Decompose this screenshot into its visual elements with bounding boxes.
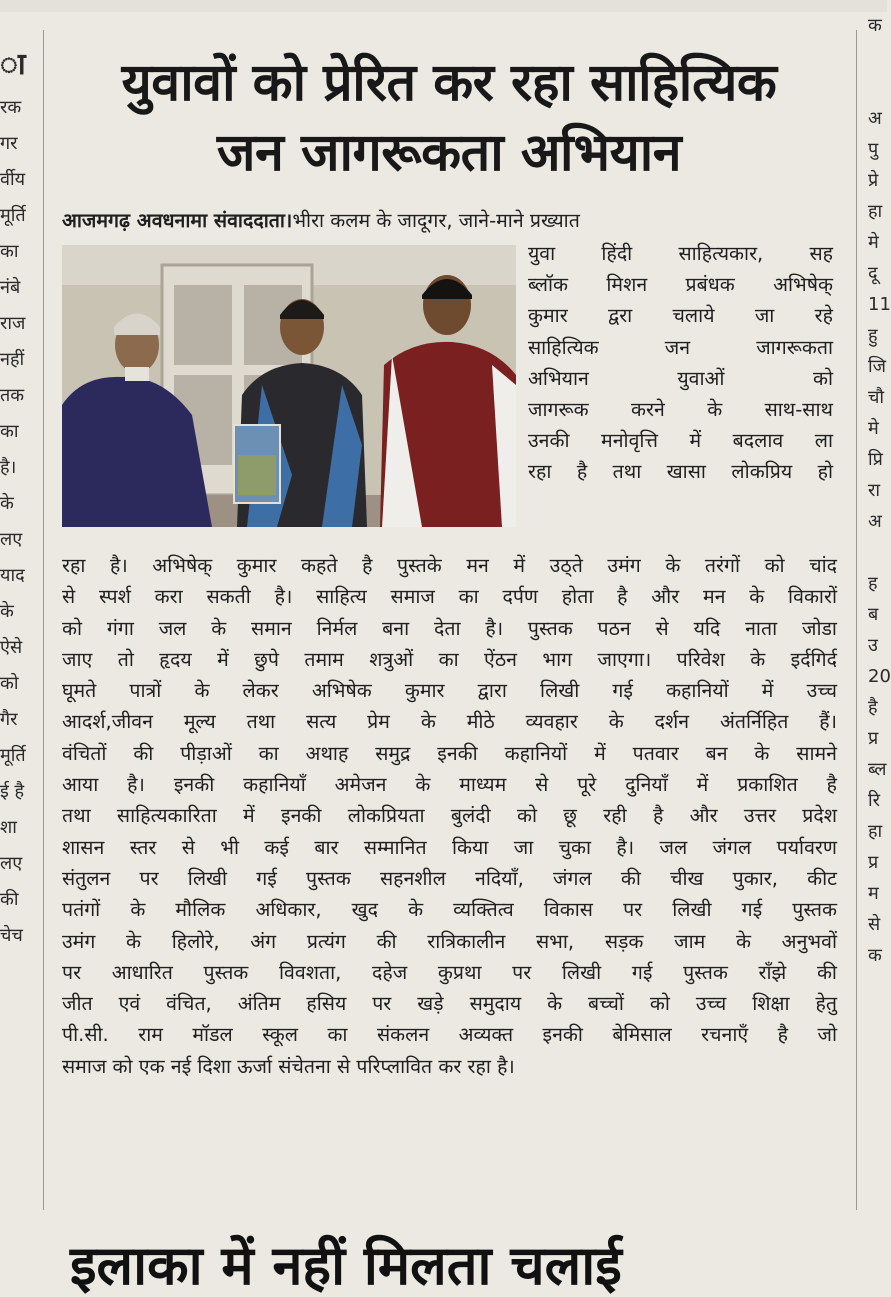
adjacent-right-column — [868, 10, 891, 971]
left-column-fragment: रक — [0, 97, 22, 118]
body-text-line: आदर्श,जीवन मूल्य तथा सत्य प्रेम के मीठे व्यवहार के दर्शन अंतर्निहित हैं। — [62, 710, 837, 734]
body-text-line: तथा साहित्यकारिता में इनकी लोकप्रियता बुलंदी को छू रही है और उत्तर प्रदेश — [62, 804, 837, 828]
right-column-fragment: ह — [868, 573, 878, 594]
byline — [62, 206, 837, 236]
photo-people-holding-book — [62, 245, 516, 527]
right-column-fragment: अ — [868, 108, 882, 129]
wrap-text-line: साहित्यिक जन जागरूकता — [528, 335, 833, 359]
right-column-fragment: है — [868, 697, 878, 718]
article-headline — [48, 48, 850, 188]
left-column-fragment: की — [0, 889, 19, 910]
next-headline-fragment: इलाका में नहीं मिलता चलाई — [70, 1234, 622, 1297]
right-column-fragment: 20 — [868, 666, 891, 687]
right-column-fragment: 11 — [868, 294, 891, 315]
right-column-fragment: हु — [868, 325, 878, 346]
right-column-fragment: मे — [868, 232, 879, 253]
column-divider — [43, 30, 44, 1210]
right-column-fragment: से — [868, 914, 881, 935]
right-column-fragment: प्र — [868, 852, 879, 873]
left-column-fragment: मूर्ति — [0, 745, 26, 766]
article-body — [62, 550, 837, 1082]
left-column-fragment: नहीं — [0, 349, 25, 370]
body-text-line: को गंगा जल के समान निर्मल बना देता है। पुस्तक पठन से यदि नाता जोडा — [62, 616, 837, 640]
right-column-fragment: म — [868, 883, 879, 904]
body-text-line: वंचितों की पीड़ाओं का अथाह समुद्र इनकी कहानियों में पतवार बन के सामने — [62, 741, 837, 765]
right-column-fragment: क — [868, 15, 882, 36]
wrap-text-line: कुमार द्वरा चलाये जा रहे — [528, 304, 833, 328]
wrap-text-line: युवा हिंदी साहित्यकार, सह — [528, 242, 833, 265]
left-column-fragment: को — [0, 673, 19, 694]
wrap-text-line: ब्लॉक मिशन प्रबंधक अभिषेक् — [528, 273, 833, 297]
headline-line-2: जन जागरूकता अभियान — [216, 123, 682, 183]
right-column-fragment: रा — [868, 480, 881, 501]
left-column-fragment: याद — [0, 565, 25, 586]
left-column-fragment: नंबे — [0, 277, 21, 298]
right-column-fragment: जि — [868, 356, 887, 377]
right-column-fragment: ब — [868, 604, 879, 625]
headline-line-1: युवावों को प्रेरित कर रहा साहित्यिक — [121, 53, 777, 113]
body-text-line: पतंगों के मौलिक अधिकार, खुद के व्यक्तित्व विकास पर लिखी गई पुस्तक — [62, 898, 837, 922]
body-text-line: शासन स्तर से भी कई बार सम्मानित किया जा चुका है। जल जंगल पर्यावरण — [62, 835, 837, 859]
body-text-line: पर आधारित पुस्तक विवशता, दहेज कुप्रथा पर लिखी गई पुस्तक राँझे की — [62, 960, 837, 984]
left-column-fragment: लए — [0, 853, 23, 874]
right-column-fragment: पु — [868, 139, 879, 160]
column-divider-right — [856, 30, 857, 1210]
left-column-fragment: ई है — [0, 781, 25, 802]
right-column-fragment: मे — [868, 418, 879, 439]
wrap-text-line: जागरूक करने के साथ-साथ — [528, 398, 833, 422]
wrap-text-line: रहा है तथा खासा लोकप्रिय हो — [528, 460, 833, 484]
next-article-headline — [0, 1228, 887, 1297]
left-column-fragment: लए — [0, 529, 23, 550]
left-column-fragment: र्वीय — [0, 169, 26, 190]
left-column-fragment: गैर — [0, 709, 18, 730]
right-column-fragment: ब्ल — [868, 759, 887, 780]
left-column-fragment: ा — [0, 47, 26, 82]
body-text-line: रहा है। अभिषेक् कुमार कहते है पुस्तके मन में उठ्ते उमंग के तरंगों को चांद — [62, 554, 837, 577]
right-column-fragment: प्रे — [868, 170, 879, 191]
body-text-line: उमंग के हिलोरे, अंग प्रत्यंग की रात्रिकालीन सभा, सड़क जाम के अनुभवों — [62, 929, 837, 953]
left-column-fragment: राज — [0, 313, 26, 334]
body-text-line: पी.सी. राम मॉडल स्कूल का संकलन अव्यक्त इनकी बेमिसाल रचनाएँ है जो — [62, 1023, 837, 1047]
lead-text: भीरा कलम के जादूगर, जाने-माने प्रख्यात — [292, 209, 580, 232]
right-column-fragment: दू — [868, 263, 878, 284]
left-column-fragment: का — [0, 241, 19, 262]
right-column-fragment: उ — [868, 635, 878, 656]
dateline: आजमगढ़ अवधनामा संवाददाता। — [62, 209, 293, 232]
body-text-line: जाए तो हृदय में छुपे तमाम शत्रुओं का ऐंठन भाग जाएगा। परिवेश के इर्दगिर्द — [62, 647, 837, 671]
right-column-fragment: हा — [868, 821, 883, 842]
body-text-line: घूमते पात्रों के लेकर अभिषेक कुमार द्वारा लिखी गई कहानियों में उच्च — [62, 679, 837, 703]
wrap-text-line: अभियान युवाओं को — [528, 366, 833, 390]
body-text-line: से स्पर्श करा सकती है। साहित्य समाज का दर्पण होता है और मन के विकारों — [62, 585, 837, 609]
right-column-fragment: अ — [868, 511, 882, 532]
wrap-text-line: उनकी मनोवृत्ति में बदलाव ला — [528, 429, 833, 453]
left-column-fragment: है। — [0, 457, 17, 478]
right-column-fragment: प्रि — [868, 449, 883, 470]
right-column-fragment: चौ — [868, 387, 885, 408]
left-column-fragment: ऐसे — [0, 637, 23, 658]
left-column-fragment: का — [0, 421, 19, 442]
previous-section-strip — [0, 0, 887, 12]
left-column-fragment: के — [0, 601, 14, 622]
left-column-fragment: शा — [0, 817, 17, 838]
body-text-line: संतुलन पर लिखी गई पुस्तक सहनशील नदियाँ, जंगल की चीख पुकार, कीट — [62, 866, 837, 890]
left-column-fragment: तक — [0, 385, 25, 406]
right-column-fragment — [868, 72, 887, 103]
right-column-fragment — [868, 537, 887, 568]
article-photo — [62, 245, 516, 527]
right-column-fragment: क — [868, 945, 882, 966]
body-text-line: आया है। इनकी कहानियाँ अमेजन के माध्यम से पूरे दुनियाँ में प्रकाशित है — [62, 773, 837, 797]
wrap-around-text — [528, 238, 833, 488]
body-text-line: जीत एवं वंचित, अंतिम हसिय पर खड़े समुदाय के बच्चों को उच्च शिक्षा हेतु — [62, 992, 837, 1016]
left-column-fragment: मूर्ति — [0, 205, 26, 226]
left-column-fragment: के — [0, 493, 14, 514]
body-text-line: समाज को एक नई दिशा ऊर्जा संचेतना से परिप्लावित कर रहा है। — [62, 1054, 515, 1078]
right-column-fragment — [868, 41, 887, 72]
right-column-fragment: प्र — [868, 728, 879, 749]
adjacent-left-column — [0, 40, 40, 954]
left-column-fragment: चेच — [0, 925, 23, 946]
right-column-fragment: हा — [868, 201, 883, 222]
left-column-fragment: गर — [0, 133, 18, 154]
right-column-fragment: रि — [868, 790, 881, 811]
